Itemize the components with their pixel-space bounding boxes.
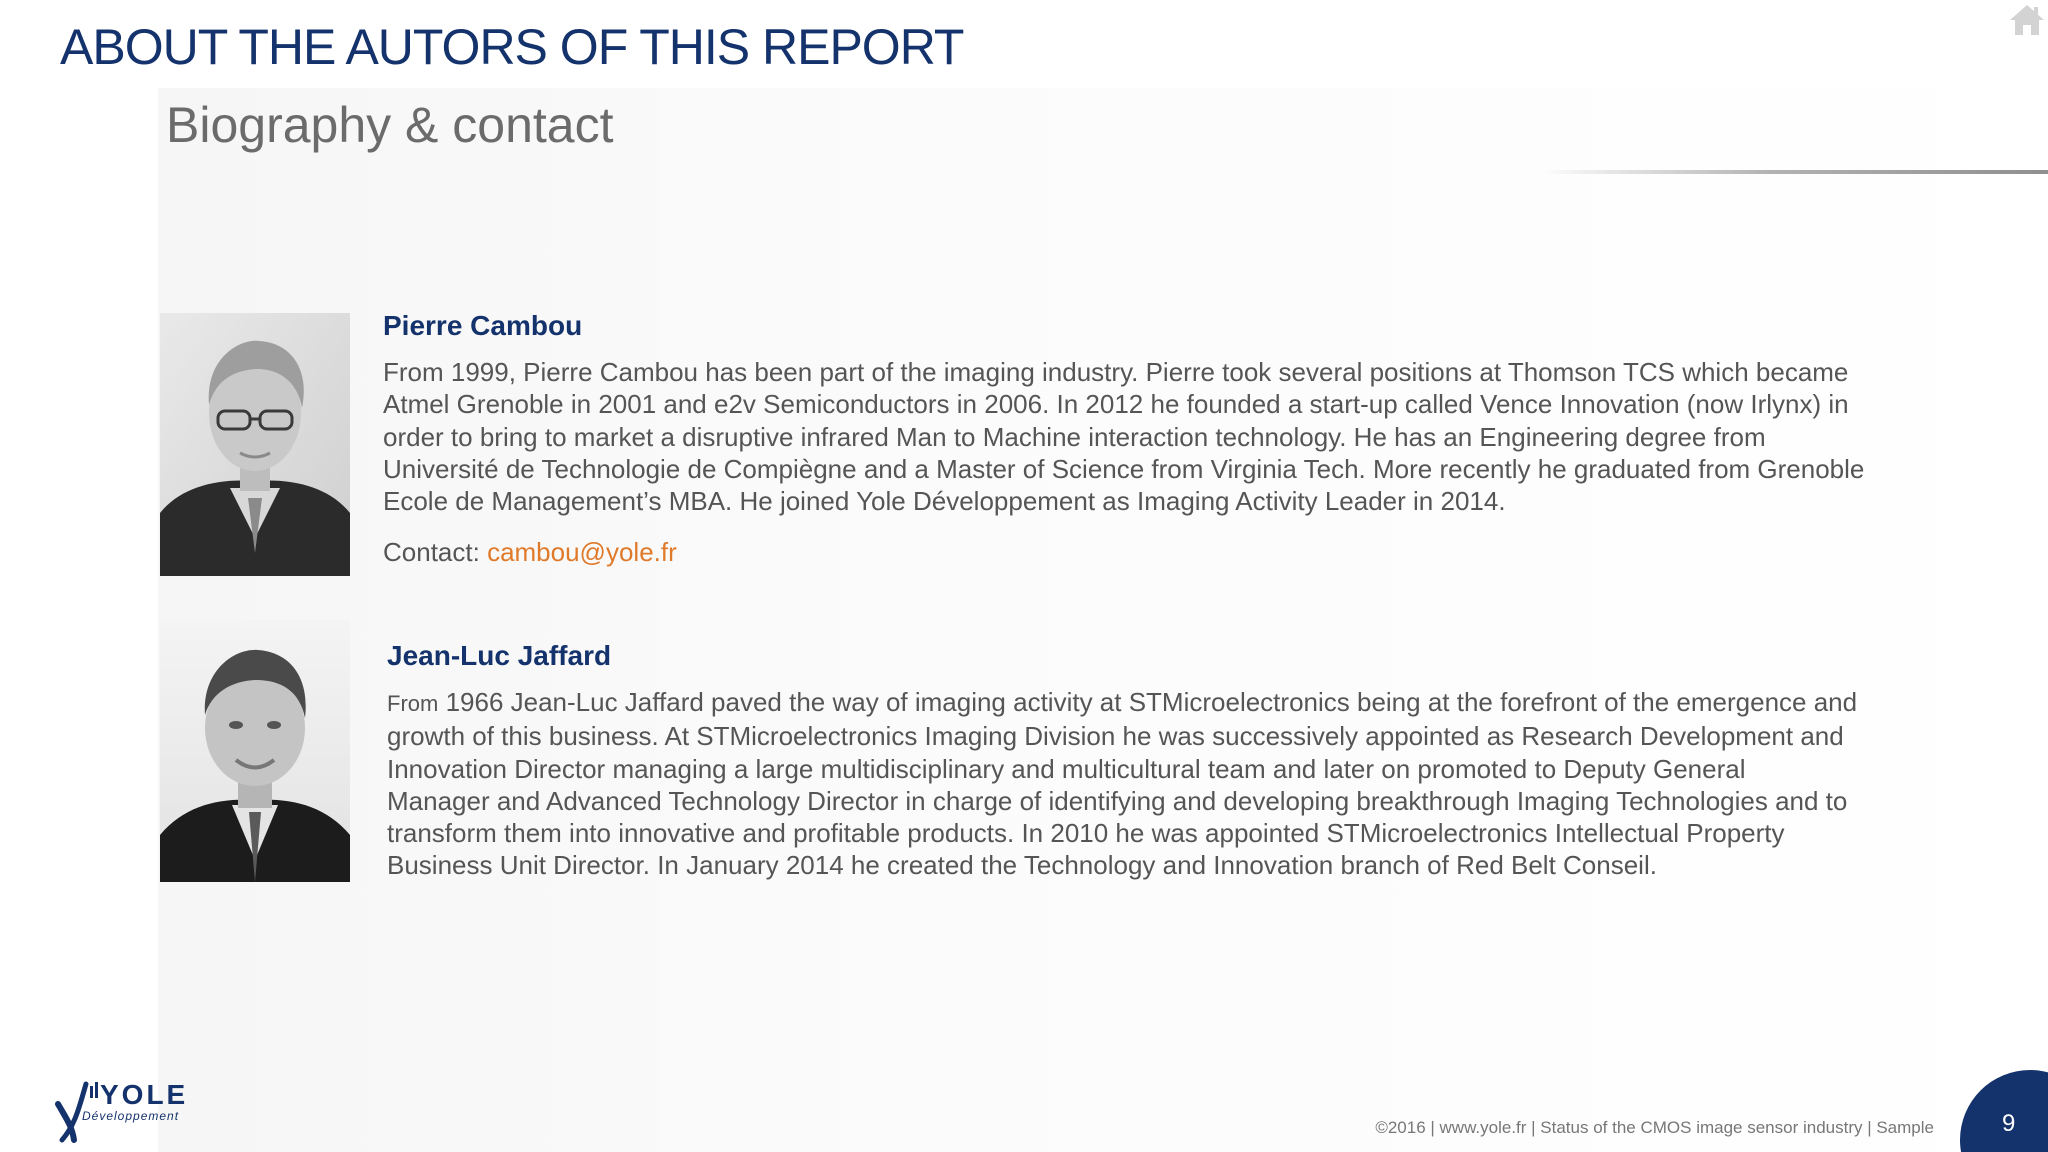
contact-label: Contact: <box>383 537 480 568</box>
bio-line: From 1999, Pierre Cambou has been part of the imaging industry. Pierre took several positions at Thomson TCS which became <box>383 357 1849 387</box>
bio-line: Atmel Grenoble in 2001 and e2v Semiconductors in 2006. In 2012 he founded a start-up called Vence Innovation (now Irlynx) in <box>383 389 1849 420</box>
content-panel <box>158 88 2048 1152</box>
bio-line: 1966 Jean-Luc Jaffard paved the way of imaging activity at STMicroelectronics being at the forefront of the emergence and <box>445 687 1858 717</box>
author-name: Pierre Cambou <box>383 310 583 341</box>
footer-text: ©2016 | www.yole.fr | Status of the CMOS image sensor industry | Sample <box>1375 1118 1934 1137</box>
page-number: 9 <box>2002 1110 2016 1137</box>
author-photo-jean-luc-jaffard <box>160 620 350 882</box>
author-pierre-cambou <box>383 310 1963 568</box>
author-bio <box>387 686 1967 882</box>
bio-line: growth of this business. At STMicroelectronics Imaging Division he was successively appointed as Research Development and <box>387 721 1844 752</box>
bio-line: Innovation Director managing a large multidisciplinary and multicultural team and later on promoted to Deputy General <box>387 753 1746 784</box>
author-contact <box>383 537 1963 568</box>
page-title: ABOUT THE AUTORS OF THIS REPORT <box>60 19 964 75</box>
author-name: Jean-Luc Jaffard <box>387 640 612 671</box>
author-photo-pierre-cambou <box>160 313 350 576</box>
bio-line: Manager and Advanced Technology Director in charge of identifying and developing breakthrough Imaging Technologies and to <box>387 785 1848 816</box>
author-bio <box>383 356 1963 517</box>
bio-line: Business Unit Director. In January 2014 he created the Technology and Innovation branch of Red Belt Conseil. <box>387 850 1657 881</box>
header-divider <box>1540 170 2048 174</box>
bio-lead-word: From <box>387 691 439 716</box>
bio-line: transform them into innovative and profitable products. In 2010 he was appointed STMicroelectronics Intellectual Property <box>387 818 1785 849</box>
yole-logo <box>52 1074 202 1144</box>
bio-line: Université de Technologie de Compiègne and a Master of Science from Virginia Tech. More recently he graduated from Grenoble <box>383 453 1865 484</box>
logo-tagline: Développement <box>82 1109 180 1123</box>
home-icon[interactable] <box>2008 2 2046 38</box>
contact-email-link[interactable]: cambou@yole.fr <box>487 537 677 568</box>
author-jean-luc-jaffard <box>387 640 1967 882</box>
page-subtitle: Biography & contact <box>166 97 614 153</box>
logo-wordmark: YOLE <box>100 1079 189 1110</box>
bio-line: order to bring to market a disruptive infrared Man to Machine interaction technology. He has an Engineering degree from <box>383 421 1766 452</box>
bio-line: Ecole de Management’s MBA. He joined Yole Développement as Imaging Activity Leader in 2014. <box>383 486 1506 517</box>
